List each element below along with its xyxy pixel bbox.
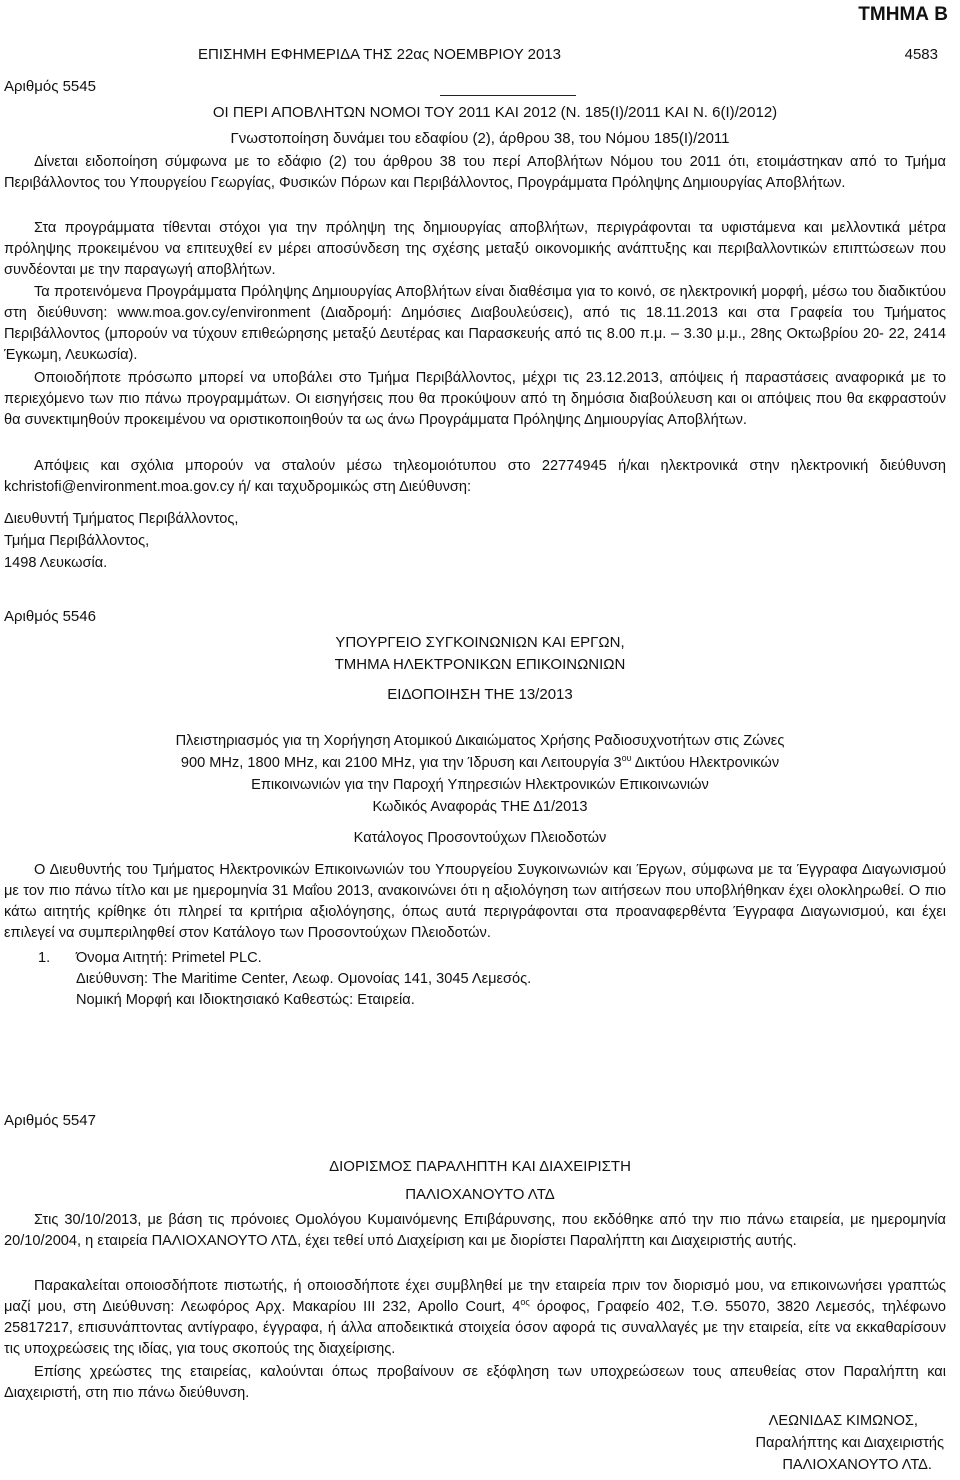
address-line: Τμήμα Περιβάλλοντος, <box>4 533 150 549</box>
section-label: ΤΜΗΜΑ Β <box>858 4 948 25</box>
gazette-title: ΕΠΙΣΗΜΗ ΕΦΗΜΕΡΙΔΑ ΤΗΣ 22ας ΝΟΕΜΒΡΙΟΥ 2013 <box>198 46 561 63</box>
department-name: ΤΜΗΜΑ ΗΛΕΚΤΡΟΝΙΚΩΝ ΕΠΙΚΟΙΝΩΝΙΩΝ <box>334 656 626 673</box>
signature-block <box>755 1410 944 1476</box>
auction-title-line: Πλειστηριασμός για τη Χορήγηση Ατομικού Δικαιώματος Χρήσης Ραδιοσυχνοτήτων στις Ζώνες <box>175 733 785 749</box>
bidder-legal-form: Νομική Μορφή και Ιδιοκτησιακό Καθεστώς: Εταιρεία. <box>76 992 415 1008</box>
notice-number-5547: Αριθμός 5547 <box>4 1112 96 1129</box>
signatory-company: ΠΑΛΙΟΧΑΝΟΥΤΟ ΛΤΔ. <box>782 1457 932 1473</box>
auction-title-line: Επικοινωνιών για την Παροχή Υπηρεσιών Ηλεκτρονικών Επικοινωνιών <box>251 777 709 793</box>
signatory-role: Παραλήπτης και Διαχειριστής <box>755 1435 944 1451</box>
law-title: ΟΙ ΠΕΡΙ ΑΠΟΒΛΗΤΩΝ ΝΟΜΟΙ ΤΟΥ 2011 ΚΑΙ 2012 (Ν. 185(Ι)/2011 ΚΑΙ Ν. 6(Ι)/2012) <box>212 104 778 121</box>
paragraph-4: Οποιοδήποτε πρόσωπο μπορεί να υποβάλει στο Τμήμα Περιβάλλοντος, μέχρι τις 23.12.2013, απόψεις ή παραστάσεις αναφορικά με το περιεχόμενο των πιο πάνω προγραμμάτων. Οι εισηγήσεις που θα προκύψουν από τη δημόσια διαβούλευση και οι απόψεις που θα εκφραστούν θα συνεκτιμηθούν προκειμένου να οριστικοποιηθούν τα ως άνω Προγράμματα Πρόληψης Δημιουργίας Αποβλήτων. <box>4 370 946 428</box>
reference-code: Κωδικός Αναφοράς ΤΗΕ Δ1/2013 <box>372 799 588 815</box>
notice-number-5545: Αριθμός 5545 <box>4 78 96 95</box>
notice-number-5546: Αριθμός 5546 <box>4 608 96 625</box>
notice-body: Ο Διευθυντής του Τμήματος Ηλεκτρονικών Επικοινωνιών του Υπουργείου Συγκοινωνιών και Έργων, σύμφωνα με τα Έγγραφα Διαγωνισμού με τον πιο πάνω τίτλο και με ημερομηνία 31 Μαΐου 2013, ανακοινώνει ότι η αξιολόγηση των αιτήσεων που υποβλήθηκαν έχει ολοκληρωθεί. Ο πιο κάτω αιτητής κρίθηκε ότι πληρεί τα κριτήρια αξιολόγησης, όπως αυτά περιγράφονται στα προαναφερθέντα Έγγραφα Διαγωνισμού, και έχει επιλεγεί να συμπεριληφθεί στον Κατάλογο των Προσοντούχων Πλειοδοτών. <box>4 862 946 941</box>
page-number: 4583 <box>904 46 938 63</box>
appointment-paragraph-2: Παρακαλείται οποιοσδήποτε πιστωτής, ή οποιοσδήποτε έχει συμβληθεί με την εταιρεία πριν τον διορισμό μου, να επικοινωνήσει γραπτώς μαζί μου, στη Διεύθυνση: Λεωφόρος Αρχ. Μακαρίου ΙΙΙ 232, Apollo Court, $4^{o\varsigma}$ όροφος, Γραφείο 402, Τ.Θ. 55070, 3820 Λεμεσός, τηλέφωνο 25817217, επισυνάπτοντας αντίγραφο, έγγραφα, ή άλλα αποδεικτικά στοιχεία όσον αφορά τις συναλλαγές με την εταιρεία, είτε να εκκαθαρίσουν τις υποχρεώσεις της ιδίας, για τους σκοπούς της διαχείρισης. <box>4 1278 946 1357</box>
auction-title <box>0 730 960 818</box>
qualified-bidder <box>76 948 531 1011</box>
bidder-address: Διεύθυνση: The Maritime Center, Λεωφ. Ομονοίας 141, 3045 Λεμεσός. <box>76 971 532 987</box>
notice-subtitle: Γνωστοποίηση δυνάμει του εδαφίου (2), άρθρου 38, του Νόμου 185(Ι)/2011 <box>230 130 730 147</box>
company-name: ΠΑΛΙΟΧΑΝΟΥΤΟ ΛΤΔ <box>405 1186 555 1203</box>
address-line: 1498 Λευκωσία. <box>4 555 108 571</box>
ministry-name: ΥΠΟΥΡΓΕΙΟ ΣΥΓΚΟΙΝΩΝΙΩΝ ΚΑΙ ΕΡΓΩΝ, <box>335 634 625 651</box>
appointment-paragraph-1: Στις 30/10/2013, με βάση τις πρόνοιες Ομολόγου Κυμαινόμενης Επιβάρυνσης, που εκδόθηκε από την πιο πάνω εταιρεία, με ημερομηνία 20/10/2004, η εταιρεία ΠΑΛΙΟΧΑΝΟΥΤΟ ΛΤΔ, έχει τεθεί υπό Διαχείριση και με διορίστει Παραλήπτη και Διαχειριστής αυτής. <box>4 1212 946 1249</box>
address-line: Διευθυντή Τμήματος Περιβάλλοντος, <box>4 511 239 527</box>
notice-id: ΕΙΔΟΠΟΙΗΣΗ ΤΗΕ 13/2013 <box>387 686 573 703</box>
auction-title-line: 900 MHz, 1800 MHz, και 2100 MHz, για την Ίδρυση και Λειτουργία $3^{o\upsilon}$ Δικτύου Ηλεκτρονικών <box>180 753 780 771</box>
paragraph-2: Στα προγράμματα τίθενται στόχοι για την πρόληψη της δημιουργίας αποβλήτων, περιγράφονται τα υφιστάμενα και μελλοντικά μέτρα πρόληψης προκειμένου να επιτευχθεί εν μέρει αποσύνδεση της σχέσης μεταξύ οικονομικής ανάπτυξης και περιβαλλοντικών επιπτώσεων που συνδέονται με την παραγωγή αποβλήτων. <box>4 220 946 278</box>
title-rule <box>440 95 576 96</box>
ministry-heading <box>0 632 960 676</box>
paragraph-3: Τα προτεινόμενα Προγράμματα Πρόληψης Δημιουργίας Αποβλήτων είναι διαθέσιμα για το κοινό, σε ηλεκτρονική μορφή, μέσω του διαδικτύου στη διεύθυνση: www.moa.gov.cy/environment (Διαδρομή: Δημόσιες Διαβουλεύσεις), από τις 18.11.2013 και στα Γραφεία του Τμήματος Περιβάλλοντος (μπορούν να τύχουν επιθεώρησης μεταξύ Δευτέρας και Παρασκευής από τις 8.00 π.μ. – 3.30 μ.μ., 28ης Οκτωβρίου 20- 22, 2414 Έγκωμη, Λευκωσία). <box>4 284 946 363</box>
paragraph-5: Απόψεις και σχόλια μπορούν να σταλούν μέσω τηλεομοιότυπου στο 22774945 ή/και ηλεκτρονικά στην ηλεκτρονική διεύθυνση kchristofi@environment.moa.gov.cy ή/ και ταχυδρομικώς στη Διεύθυνση: <box>4 458 946 495</box>
paragraph-1: Δίνεται ειδοποίηση σύμφωνα με το εδάφιο (2) του άρθρου 38 του περί Αποβλήτων Νόμου του 2011 ότι, ετοιμάστηκαν από το Τμήμα Περιβάλλοντος του Υπουργείου Γεωργίας, Φυσικών Πόρων και Περιβάλλοντος, Προγράμματα Πρόληψης Δημιουργίας Αποβλήτων. <box>4 154 946 191</box>
address-block <box>4 508 239 574</box>
catalog-heading: Κατάλογος Προσοντούχων Πλειοδοτών <box>353 830 607 846</box>
bidder-name: Όνομα Αιτητή: Primetel PLC. <box>76 950 262 966</box>
appointment-paragraph-3: Επίσης χρεώστες της εταιρείας, καλούνται όπως προβαίνουν σε εξόφληση των υποχρεώσεων τους απευθείας στον Παραλήπτη και Διαχειριστή, στη πιο πάνω διεύθυνση. <box>4 1364 946 1401</box>
appointment-title: ΔΙΟΡΙΣΜΟΣ ΠΑΡΑΛΗΠΤΗ ΚΑΙ ΔΙΑΧΕΙΡΙΣΤΗ <box>329 1158 631 1175</box>
signatory-name: ΛΕΩΝΙΔΑΣ ΚΙΜΩΝΟΣ, <box>768 1413 918 1429</box>
list-number: 1. <box>38 950 51 966</box>
